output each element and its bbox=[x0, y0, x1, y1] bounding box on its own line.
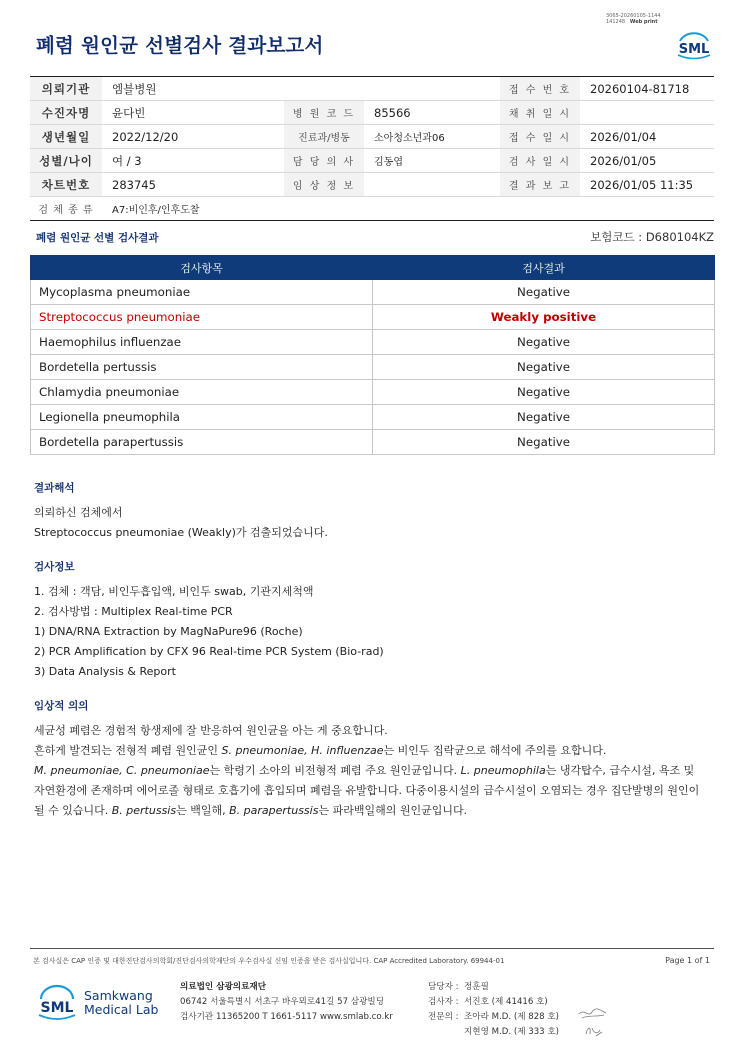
value-requesting-institution: 엠블병원 bbox=[102, 77, 284, 101]
page-number: Page 1 of 1 bbox=[665, 956, 710, 965]
label-receipt-date: 접 수 일 시 bbox=[500, 125, 580, 149]
test-info-section bbox=[34, 559, 384, 682]
value-test-date: 2026/01/05 bbox=[580, 149, 714, 173]
insurance-code: 보험코드 : D680104KZ bbox=[590, 230, 714, 244]
test-info-line: 1. 검체 : 객담, 비인두흡입액, 비인두 swab, 기관지세척액 bbox=[34, 585, 314, 598]
label-department: 진료과/병동 bbox=[284, 125, 364, 149]
test-item-name: Mycoplasma pneumoniae bbox=[31, 280, 373, 305]
test-info-line: 1) DNA/RNA Extraction by MagNaPure96 (Roche) bbox=[34, 625, 303, 638]
org-address: 06742 서울특별시 서초구 바우뫼로41길 57 삼광빌딩 bbox=[180, 997, 384, 1007]
info-row bbox=[30, 125, 714, 149]
label-test-date: 검 사 일 시 bbox=[500, 149, 580, 173]
value-department: 소아청소년과06 bbox=[364, 125, 500, 149]
interpretation-line: 의뢰하신 검체에서 bbox=[34, 506, 123, 519]
test-item-name: Legionella pneumophila bbox=[31, 405, 373, 430]
clinical-text: 는 냉각탑수, 급수시설, 욕조 및 bbox=[545, 764, 695, 777]
test-info-line: 3) Data Analysis & Report bbox=[34, 665, 176, 678]
label-report-date: 결 과 보 고 bbox=[500, 173, 580, 197]
results-header-row bbox=[31, 256, 715, 280]
interpretation-section bbox=[34, 480, 328, 543]
clinical-line: 세균성 폐렴은 경험적 항생제에 잘 반응하여 원인균을 아는 게 중요합니다. bbox=[34, 724, 388, 737]
doc-number-line2: 141248 bbox=[606, 19, 626, 25]
label-sex-age: 성별/나이 bbox=[30, 149, 102, 173]
value-receipt-date: 2026/01/04 bbox=[580, 125, 714, 149]
test-info-line: 2. 검사방법 : Multiplex Real-time PCR bbox=[34, 605, 233, 618]
staff-role: 전문의 : bbox=[428, 1012, 459, 1022]
staff-role: 검사자 : bbox=[428, 997, 459, 1007]
sml-logo-icon bbox=[674, 26, 714, 62]
table-row bbox=[31, 380, 715, 405]
doc-number-line1: 3065-20260105-1144 bbox=[606, 13, 661, 19]
col-test-item: 검사항목 bbox=[31, 256, 373, 280]
clinical-heading: 임상적 의의 bbox=[34, 700, 89, 712]
brand-line2: Medical Lab bbox=[84, 1002, 159, 1017]
test-item-result: Negative bbox=[373, 430, 715, 455]
interpretation-heading: 결과해석 bbox=[34, 482, 75, 494]
staff-role: 담당자 : bbox=[428, 982, 459, 992]
clinical-text: 는 백일해, bbox=[176, 804, 230, 817]
table-row bbox=[31, 330, 715, 355]
label-requesting-institution: 의뢰기관 bbox=[30, 77, 102, 101]
interpretation-line: Streptococcus pneumoniae (Weakly)가 검출되었습니다. bbox=[34, 526, 328, 539]
staff-name: 지현영 M.D. (제 333 호) bbox=[464, 1027, 560, 1037]
info-row bbox=[30, 197, 714, 221]
clinical-text: 는 파라백일해의 원인균입니다. bbox=[318, 804, 468, 817]
organism-name: M. pneumoniae, C. pneumoniae bbox=[34, 764, 210, 777]
value-patient-name: 윤다빈 bbox=[102, 101, 284, 125]
brand-line1: Samkwang bbox=[84, 988, 153, 1003]
logo-text: SML bbox=[678, 42, 710, 57]
value-birth-date: 2022/12/20 bbox=[102, 125, 284, 149]
report-title: 폐렴 원인균 선별검사 결과보고서 bbox=[36, 34, 324, 57]
test-item-result: Negative bbox=[373, 330, 715, 355]
test-item-result: Negative bbox=[373, 355, 715, 380]
value-specimen-type: A7:비인후/인후도찰 bbox=[102, 197, 714, 221]
organism-name: B. pertussis bbox=[111, 804, 177, 817]
staff-row bbox=[428, 1025, 559, 1040]
staff-role bbox=[428, 1025, 464, 1040]
info-row bbox=[30, 101, 714, 125]
info-row bbox=[30, 77, 714, 101]
value-collection-date bbox=[580, 101, 714, 125]
test-item-name: Bordetella parapertussis bbox=[31, 430, 373, 455]
label-specimen-type: 검 체 종 류 bbox=[30, 197, 102, 221]
organism-name: B. parapertussis bbox=[229, 804, 319, 817]
web-print-label: Web print bbox=[629, 19, 658, 25]
clinical-line: 자연환경에 존재하며 에어로졸 형태로 호흡기에 흡입되며 폐렴을 유발합니다. 다중이용시설의 급수시설이 오염되는 경우 집단발병의 원인이 bbox=[34, 784, 700, 797]
table-row bbox=[31, 405, 715, 430]
clinical-text: 될 수 있습니다. bbox=[34, 804, 112, 817]
info-row bbox=[30, 173, 714, 197]
staff-name: 조아라 M.D. (제 828 호) bbox=[464, 1012, 560, 1022]
table-row bbox=[31, 355, 715, 380]
brand-name bbox=[84, 989, 158, 1017]
test-item-result: Negative bbox=[373, 405, 715, 430]
info-blank-cell bbox=[284, 77, 500, 101]
test-item-result: Negative bbox=[373, 280, 715, 305]
test-item-name: Chlamydia pneumoniae bbox=[31, 380, 373, 405]
patient-info-table bbox=[30, 76, 714, 221]
label-chart-number: 차트번호 bbox=[30, 173, 102, 197]
value-doctor: 김동엽 bbox=[364, 149, 500, 173]
label-collection-date: 채 취 일 시 bbox=[500, 101, 580, 125]
test-info-heading: 검사정보 bbox=[34, 561, 75, 573]
test-item-result: Negative bbox=[373, 380, 715, 405]
results-table bbox=[30, 255, 715, 455]
sml-footer-logo-icon bbox=[36, 982, 78, 1024]
certification-note: 본 검사실은 CAP 인증 및 대한진단검사의학회/진단검사의학재단의 우수검사실 신임 인증을 받은 검사실입니다. CAP Accredited Laboratory. 69944-01 bbox=[33, 957, 505, 965]
value-hospital-code: 85566 bbox=[364, 101, 500, 125]
staff-info bbox=[428, 980, 559, 1040]
value-report-date: 2026/01/05 11:35 bbox=[580, 173, 714, 197]
value-chart-number: 283745 bbox=[102, 173, 284, 197]
footer-divider bbox=[30, 948, 714, 949]
organism-name: S. pneumoniae, H. influenzae bbox=[221, 744, 384, 757]
clinical-section bbox=[34, 698, 699, 821]
results-body bbox=[31, 280, 715, 455]
table-row bbox=[31, 280, 715, 305]
org-contact: 검사기관 11365200 T 1661-5117 www.smlab.co.kr bbox=[180, 1012, 393, 1022]
label-patient-name: 수진자명 bbox=[30, 101, 102, 125]
value-sex-age: 여 / 3 bbox=[102, 149, 284, 173]
col-test-result: 검사결과 bbox=[373, 256, 715, 280]
clinical-text: 는 학령기 소아의 비전형적 폐렴 주요 원인균입니다. bbox=[209, 764, 461, 777]
table-row bbox=[31, 430, 715, 455]
test-info-line: 2) PCR Amplification by CFX 96 Real-time PCR System (Bio-rad) bbox=[34, 645, 384, 658]
value-accession-number: 20260104-81718 bbox=[580, 77, 714, 101]
info-row bbox=[30, 149, 714, 173]
test-item-name: Streptococcus pneumoniae bbox=[31, 305, 373, 330]
test-item-name: Haemophilus influenzae bbox=[31, 330, 373, 355]
staff-row bbox=[428, 980, 559, 995]
test-item-result: Weakly positive bbox=[373, 305, 715, 330]
organism-name: L. pneumophila bbox=[460, 764, 546, 777]
org-name: 의료법인 삼광의료재단 bbox=[180, 982, 267, 992]
signature-image bbox=[576, 1004, 610, 1040]
label-accession-number: 접 수 번 호 bbox=[500, 77, 580, 101]
clinical-line bbox=[34, 761, 699, 781]
document-number bbox=[606, 13, 661, 25]
test-item-name: Bordetella pertussis bbox=[31, 355, 373, 380]
clinical-line bbox=[34, 801, 699, 821]
table-row bbox=[31, 305, 715, 330]
label-doctor: 담 당 의 사 bbox=[284, 149, 364, 173]
staff-name: 정훈필 bbox=[464, 982, 489, 992]
logo-text: SML bbox=[40, 1000, 74, 1016]
staff-row bbox=[428, 995, 559, 1010]
label-clinical-info: 임 상 정 보 bbox=[284, 173, 364, 197]
staff-row bbox=[428, 1010, 559, 1025]
clinical-text: 는 비인두 집락균으로 해석에 주의를 요합니다. bbox=[383, 744, 607, 757]
organization-info bbox=[180, 980, 393, 1025]
results-heading: 폐렴 원인균 선별 검사결과 bbox=[36, 232, 159, 244]
label-birth-date: 생년월일 bbox=[30, 125, 102, 149]
staff-name: 서진호 (제 41416 호) bbox=[464, 997, 548, 1007]
value-clinical-info bbox=[364, 173, 500, 197]
label-hospital-code: 병 원 코 드 bbox=[284, 101, 364, 125]
clinical-text: 흔하게 발견되는 전형적 폐렴 원인균인 bbox=[34, 744, 222, 757]
clinical-line bbox=[34, 741, 699, 761]
